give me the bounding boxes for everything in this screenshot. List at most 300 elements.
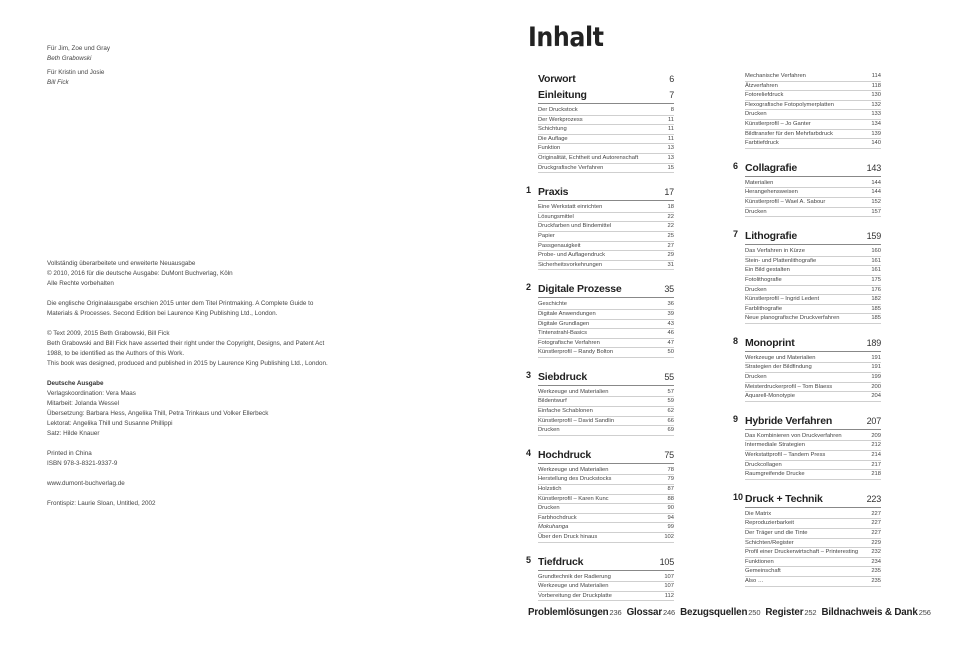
original-edition-line: Materials & Processes. Second Edition bei Laurence King Publishing Ltd., London. xyxy=(47,310,278,317)
toc-entry[interactable] xyxy=(538,573,674,583)
toc-entry-title: Bildtransfer für den Mehrfarbdruck xyxy=(745,130,833,137)
toc-entry-page: 140 xyxy=(871,140,881,147)
toc-entry-title: Drucken xyxy=(745,374,767,381)
toc-entry[interactable] xyxy=(538,388,674,398)
toc-entry-page: 229 xyxy=(871,539,881,546)
chapter-title: Lithografie xyxy=(745,230,798,243)
toc-entry-title: Drucken xyxy=(538,427,560,434)
toc-entry[interactable] xyxy=(745,567,881,577)
chapter-heading[interactable] xyxy=(745,229,881,243)
toc-entry-page: 191 xyxy=(871,364,881,371)
toc-section xyxy=(733,160,881,217)
toc-entry[interactable] xyxy=(745,257,881,267)
chapter-heading[interactable] xyxy=(745,336,881,350)
chapter-number: 1 xyxy=(526,185,532,196)
toc-entry[interactable] xyxy=(538,475,674,485)
chapter-rule xyxy=(745,429,881,430)
toc-entry-title: Sicherheitsvorkehrungen xyxy=(538,261,603,268)
toc-section xyxy=(733,413,881,480)
isbn-line: ISBN 978-3-8321-9337-9 xyxy=(47,460,118,467)
toc-entry[interactable] xyxy=(745,383,881,393)
toc-entry-title: Profil einer Druckerwirtschaft – Printeresting xyxy=(745,549,859,556)
printed-line: Printed in China xyxy=(47,450,92,457)
toc-entry[interactable] xyxy=(538,348,674,358)
credit-line: Mitarbeit: Jolanda Wessel xyxy=(47,400,119,407)
toc-entry-page: 11 xyxy=(667,116,674,123)
toc-entry-page: 87 xyxy=(667,486,674,493)
toc-entry[interactable] xyxy=(538,251,674,261)
toc-entry-title: Herstellung des Druckstocks xyxy=(538,476,612,483)
toc-entry-page: 11 xyxy=(667,126,674,133)
toc-entry-title: Flexografische Fotopolymerplatten xyxy=(745,101,834,108)
section-gap xyxy=(538,358,674,370)
toc-entry[interactable] xyxy=(538,495,674,505)
toc-entry[interactable] xyxy=(538,203,674,213)
toc-entry[interactable] xyxy=(745,247,881,257)
toc-section xyxy=(538,72,674,86)
toc-entry-page: 43 xyxy=(667,320,674,327)
toc-entry-title: Funktion xyxy=(538,145,561,152)
toc-entry[interactable] xyxy=(745,432,881,442)
assertion-line: 1988, to be identified as the Authors of this Work. xyxy=(47,350,185,357)
toc-entry-title: Druckfarben und Bindemittel xyxy=(538,223,612,230)
toc-entry[interactable] xyxy=(745,577,881,587)
dedication-signature: Beth Grabowski xyxy=(47,55,92,62)
chapter-page: 55 xyxy=(664,371,674,382)
toc-entry[interactable] xyxy=(538,582,674,592)
frontispiece-line: Frontispiz: Laurie Sloan, Untitled, 2002 xyxy=(47,500,156,507)
toc-entry-page: 102 xyxy=(664,534,674,540)
toc-entry[interactable] xyxy=(745,392,881,402)
chapter-rule xyxy=(538,103,674,104)
chapter-rule xyxy=(538,297,674,298)
toc-entry-title: Originalität, Echtheit und Autorenschaft xyxy=(538,154,639,161)
toc-section xyxy=(526,282,674,358)
section-gap xyxy=(745,324,881,336)
toc-entry[interactable] xyxy=(538,164,674,174)
toc-entry-title: Das Kombinieren von Druckverfahren xyxy=(745,432,842,439)
chapter-rule xyxy=(745,244,881,245)
toc-entry-page: 182 xyxy=(871,296,881,303)
toc-entry[interactable] xyxy=(745,470,881,480)
chapter-title: Tiefdruck xyxy=(538,555,584,568)
chapter-heading[interactable] xyxy=(538,88,674,102)
toc-entry-title: Intermediale Strategien xyxy=(745,442,805,449)
toc-entry-title: Tintenstrahl-Basics xyxy=(538,330,588,337)
section-gap xyxy=(745,217,881,229)
toc-entry-page: 130 xyxy=(871,92,881,99)
toc-entry-title: Geschichte xyxy=(538,301,567,308)
toc-entry-title: Künstlerprofil – Ingrid Ledent xyxy=(745,296,820,303)
toc-entry-title: Fotolithografie xyxy=(745,276,782,283)
toc-entry[interactable] xyxy=(745,548,881,558)
toc-entry[interactable] xyxy=(538,397,674,407)
chapter-number: 8 xyxy=(733,335,739,346)
toc-entry[interactable] xyxy=(745,295,881,305)
toc-entry[interactable] xyxy=(538,261,674,271)
toc-entry[interactable] xyxy=(538,135,674,145)
toc-entry-page: 161 xyxy=(871,267,881,274)
toc-entry[interactable] xyxy=(745,130,881,140)
toc-entry-title: Drucken xyxy=(745,208,767,215)
chapter-title: Hochdruck xyxy=(538,448,592,461)
toc-entry[interactable] xyxy=(745,82,881,92)
toc-entry[interactable] xyxy=(538,417,674,427)
toc-entry[interactable] xyxy=(745,539,881,549)
toc-entry-page: 232 xyxy=(871,549,881,556)
toc-entry-page: 25 xyxy=(667,232,674,239)
toc-entry-page: 209 xyxy=(871,432,881,439)
toc-entry[interactable] xyxy=(745,198,881,208)
back-matter-page: 246 xyxy=(663,608,676,617)
toc-entry-page: 22 xyxy=(667,223,674,230)
toc-section xyxy=(526,369,674,436)
chapter-number: 9 xyxy=(733,413,739,424)
toc-entry-title: Bildentwurf xyxy=(538,398,567,405)
toc-entry[interactable] xyxy=(745,305,881,315)
toc-entry-title: Fotografische Verfahren xyxy=(538,339,600,346)
toc-title: Inhalt xyxy=(528,22,604,53)
toc-entry-title: Werkzeuge und Materialien xyxy=(538,466,609,473)
toc-entry-title: Farbhochdruck xyxy=(538,514,577,521)
toc-entry-page: 161 xyxy=(871,257,881,264)
toc-entry-title: Vorbereitung der Druckplatte xyxy=(538,592,612,599)
section-gap xyxy=(745,149,881,161)
back-matter-page: 252 xyxy=(804,608,817,617)
toc-entry-title: Künstlerprofil – Karen Kunc xyxy=(538,495,609,502)
section-gap xyxy=(538,173,674,185)
back-matter-label[interactable]: Problemlösungen xyxy=(528,607,609,618)
back-matter-label[interactable]: Glossar xyxy=(626,607,663,618)
toc-entry-title: Der Werkprozess xyxy=(538,116,583,123)
chapter-title: Einleitung xyxy=(538,89,587,101)
chapter-page: 159 xyxy=(866,231,881,242)
toc-entry-page: 13 xyxy=(667,154,674,161)
toc-entry[interactable] xyxy=(538,144,674,154)
toc-entry-title: Mokuhanga xyxy=(538,524,569,531)
toc-entry[interactable] xyxy=(745,91,881,101)
toc-entry-page: 46 xyxy=(667,330,674,337)
chapter-rule xyxy=(745,507,881,508)
toc-entry[interactable] xyxy=(538,106,674,116)
toc-entry[interactable] xyxy=(745,354,881,364)
toc-entry[interactable] xyxy=(538,485,674,495)
toc-entry[interactable] xyxy=(538,514,674,524)
chapter-number: 2 xyxy=(526,282,532,293)
toc-entry[interactable] xyxy=(538,339,674,349)
toc-entry-page: 13 xyxy=(667,145,674,152)
chapter-page: 189 xyxy=(866,337,881,348)
toc-entry[interactable] xyxy=(745,441,881,451)
toc-entry-page: 118 xyxy=(871,82,881,89)
toc-entry-title: Künstlerprofil – Randy Bolton xyxy=(538,349,614,356)
toc-entry-title: Meisterdruckerprofil – Tom Blaess xyxy=(745,383,833,390)
toc-entry[interactable] xyxy=(745,529,881,539)
credit-line: Lektorat: Angelika Thill und Susanne Phillippi xyxy=(47,420,173,427)
toc-entry-page: 218 xyxy=(871,471,881,478)
toc-section xyxy=(733,229,881,324)
toc-entry-page: 107 xyxy=(664,583,674,590)
credit-line: Verlagskoordination: Vera Maas xyxy=(47,390,136,397)
chapter-page: 6 xyxy=(669,74,674,84)
toc-entry-page: 66 xyxy=(667,417,674,424)
chapter-number: 6 xyxy=(733,160,739,171)
toc-entry-title: Ein Bild gestalten xyxy=(745,267,790,274)
toc-entry-title: Digitale Grundlagen xyxy=(538,320,590,327)
toc-entry-page: 8 xyxy=(670,107,674,113)
toc-entry-title: Raumgreifende Drucke xyxy=(745,471,805,478)
chapter-number: 7 xyxy=(733,229,739,240)
toc-entry[interactable] xyxy=(538,592,674,602)
toc-entry-page: 90 xyxy=(667,505,674,512)
toc-entry-page: 234 xyxy=(871,558,881,565)
rights-line: Alle Rechte vorbehalten xyxy=(47,280,114,287)
toc-entry[interactable] xyxy=(745,266,881,276)
toc-entry-page: 112 xyxy=(664,592,674,599)
toc-entry[interactable] xyxy=(745,314,881,324)
toc-entry[interactable] xyxy=(538,222,674,232)
toc-entry-page: 134 xyxy=(871,120,881,127)
toc-entry-title: Probe- und Auflagendruck xyxy=(538,252,606,259)
toc-footer xyxy=(528,607,936,618)
copyright-line: © 2010, 2016 für die deutsche Ausgabe: DuMont Buchverlag, Köln xyxy=(47,270,233,277)
chapter-title: Vorwort xyxy=(538,73,576,85)
toc-entry[interactable] xyxy=(745,101,881,111)
assertion-line: Beth Grabowski and Bill Fick have asserted their right under the Copyright, Designs, and Patent Act xyxy=(47,340,325,347)
toc-entry-title: Künstlerprofil – Wael A. Sabour xyxy=(745,198,826,205)
toc-entry-page: 11 xyxy=(667,135,674,142)
german-edition-heading: Deutsche Ausgabe xyxy=(47,380,104,387)
section-gap xyxy=(745,480,881,492)
chapter-page: 105 xyxy=(659,556,674,567)
toc-entry-page: 94 xyxy=(667,514,674,521)
toc-entry-title: Herangehensweisen xyxy=(745,189,798,196)
toc-section xyxy=(733,491,881,587)
toc-entry[interactable] xyxy=(745,188,881,198)
toc-entry-page: 88 xyxy=(667,495,674,502)
chapter-heading[interactable] xyxy=(538,282,674,296)
toc-entry[interactable] xyxy=(538,242,674,252)
toc-entry-title: Einfache Schablonen xyxy=(538,408,593,415)
toc-entry[interactable] xyxy=(745,179,881,189)
toc-entry[interactable] xyxy=(538,116,674,126)
edition-note: Vollständig überarbeitete und erweiterte Neuausgabe xyxy=(47,260,196,267)
toc-entry-page: 227 xyxy=(871,530,881,536)
chapter-page: 17 xyxy=(664,187,674,198)
chapter-rule xyxy=(745,176,881,177)
toc-entry[interactable] xyxy=(538,213,674,223)
dedication: Für Kristin und Josie xyxy=(47,69,105,76)
chapter-heading[interactable] xyxy=(538,448,674,462)
toc-entry-title: Also … xyxy=(745,577,764,584)
toc-entry[interactable] xyxy=(538,125,674,135)
chapter-title: Siebdruck xyxy=(538,370,587,383)
toc-entry-page: 107 xyxy=(664,573,674,580)
toc-entry-title: Drucken xyxy=(745,286,767,293)
toc-entry-title: Neue planografische Druckverfahren xyxy=(745,315,840,322)
toc-entry-title: Die Auflage xyxy=(538,135,568,142)
back-matter-label[interactable]: Register xyxy=(765,607,804,618)
toc-entry-page: 57 xyxy=(667,388,674,395)
toc-section xyxy=(745,72,881,149)
toc-column-left xyxy=(526,72,674,601)
chapter-rule xyxy=(538,200,674,201)
toc-entry[interactable] xyxy=(538,407,674,417)
toc-entry[interactable] xyxy=(745,373,881,383)
toc-entry-title: Druckcollagen xyxy=(745,461,782,468)
toc-entry[interactable] xyxy=(538,533,674,543)
dedication-signature: Bill Fick xyxy=(47,79,69,86)
chapter-page: 7 xyxy=(669,90,674,100)
toc-entry-title: Über den Druck hinaus xyxy=(538,534,598,540)
chapter-page: 75 xyxy=(664,449,674,460)
section-gap xyxy=(745,402,881,414)
chapter-heading[interactable] xyxy=(538,185,674,199)
toc-entry[interactable] xyxy=(745,208,881,218)
toc-entry-page: 152 xyxy=(871,198,881,205)
back-matter-page: 236 xyxy=(609,608,622,617)
chapter-page: 207 xyxy=(866,415,881,426)
toc-entry[interactable] xyxy=(538,232,674,242)
toc-entry[interactable] xyxy=(538,154,674,164)
text-copyright: © Text 2009, 2015 Beth Grabowski, Bill Fick xyxy=(47,330,170,337)
toc-entry-page: 22 xyxy=(667,213,674,220)
chapter-page: 143 xyxy=(866,162,881,173)
toc-entry-page: 99 xyxy=(667,524,674,531)
toc-entry-page: 59 xyxy=(667,398,674,405)
toc-entry[interactable] xyxy=(745,363,881,373)
toc-entry[interactable] xyxy=(745,558,881,568)
toc-entry[interactable] xyxy=(745,120,881,130)
toc-section xyxy=(733,335,881,402)
toc-entry-page: 235 xyxy=(871,568,881,575)
toc-entry[interactable] xyxy=(745,510,881,520)
back-matter-page: 256 xyxy=(918,608,931,617)
toc-entry-page: 160 xyxy=(871,248,881,255)
toc-entry[interactable] xyxy=(745,72,881,82)
chapter-heading[interactable] xyxy=(538,72,674,86)
toc-entry-page: 191 xyxy=(871,354,881,361)
toc-entry-page: 15 xyxy=(667,164,674,171)
toc-entry[interactable] xyxy=(538,329,674,339)
toc-entry-title: Stein- und Plattenlithografie xyxy=(745,257,817,264)
toc-entry-title: Grundtechnik der Radierung xyxy=(538,573,611,580)
toc-entry-title: Schichtung xyxy=(538,126,567,133)
toc-entry-page: 47 xyxy=(667,339,674,346)
toc-entry[interactable] xyxy=(745,461,881,471)
chapter-heading[interactable] xyxy=(745,492,881,506)
toc-entry[interactable] xyxy=(538,466,674,476)
toc-entry-title: Passgenauigkeit xyxy=(538,242,581,249)
toc-entry-title: Werkzeuge und Materialien xyxy=(538,583,609,590)
toc-entry-page: 175 xyxy=(871,276,881,283)
toc-entry[interactable] xyxy=(538,523,674,533)
toc-entry-title: Werkzeuge und Materialien xyxy=(538,388,609,395)
toc-entry-page: 199 xyxy=(871,374,881,381)
imprint-page xyxy=(47,44,347,509)
chapter-heading[interactable] xyxy=(745,161,881,175)
toc-entry[interactable] xyxy=(745,110,881,120)
toc-section xyxy=(526,447,674,543)
toc-entry-title: Druckgrafische Verfahren xyxy=(538,164,604,171)
design-line: This book was designed, produced and published in 2015 by Laurence King Publishing Ltd., London. xyxy=(47,360,328,367)
toc-entry-page: 114 xyxy=(871,73,881,79)
toc-entry[interactable] xyxy=(745,139,881,149)
toc-entry-title: Lösungsmittel xyxy=(538,213,574,220)
back-matter-label[interactable]: Bezugsquellen xyxy=(680,607,748,618)
chapter-rule xyxy=(745,351,881,352)
chapter-title: Druck + Technik xyxy=(745,492,823,505)
toc-entry-page: 204 xyxy=(871,393,881,400)
chapter-page: 223 xyxy=(866,493,881,504)
toc-entry[interactable] xyxy=(745,451,881,461)
toc-entry-page: 139 xyxy=(871,130,881,137)
toc-entry-page: 69 xyxy=(667,427,674,434)
back-matter-label[interactable]: Bildnachweis & Dank xyxy=(821,607,918,618)
toc-entry-title: Werkzeuge und Materialien xyxy=(745,354,816,361)
chapter-rule xyxy=(538,570,674,571)
chapter-number: 10 xyxy=(733,491,744,502)
toc-entry[interactable] xyxy=(538,320,674,330)
chapter-title: Praxis xyxy=(538,186,569,199)
toc-entry[interactable] xyxy=(745,276,881,286)
toc-entry-page: 18 xyxy=(667,204,674,211)
toc-entry-page: 144 xyxy=(871,189,881,196)
toc-entry-title: Ätzverfahren xyxy=(745,82,778,89)
toc-entry-title: Farblithografie xyxy=(745,305,783,312)
toc-entry-page: 185 xyxy=(871,315,881,322)
toc-section xyxy=(526,554,674,602)
chapter-title: Hybride Verfahren xyxy=(745,414,833,427)
toc-entry[interactable] xyxy=(538,426,674,436)
toc-entry[interactable] xyxy=(745,519,881,529)
chapter-title: Monoprint xyxy=(745,336,795,349)
toc-entry-title: Strategien der Bildfindung xyxy=(745,364,812,371)
toc-entry-title: Der Träger und die Tinte xyxy=(745,530,808,536)
toc-entry-page: 62 xyxy=(667,408,674,415)
toc-entry-title: Reproduzierbarkeit xyxy=(745,520,794,527)
toc-entry-title: Drucken xyxy=(538,505,560,512)
toc-entry[interactable] xyxy=(538,300,674,310)
toc-section xyxy=(526,185,674,270)
section-gap xyxy=(538,270,674,282)
chapter-rule xyxy=(538,385,674,386)
toc-entry[interactable] xyxy=(538,310,674,320)
chapter-title: Digitale Prozesse xyxy=(538,283,622,296)
toc-entry-page: 27 xyxy=(667,242,674,249)
toc-entry-page: 235 xyxy=(871,577,881,584)
toc-entry-title: Digitale Anwendungen xyxy=(538,310,596,317)
toc-entry-page: 157 xyxy=(871,208,881,215)
toc-entry-title: Der Druckstock xyxy=(538,107,578,113)
toc-entry-title: Werkstattprofil – Tandem Press xyxy=(745,452,826,459)
toc-entry-title: Farbtiefdruck xyxy=(745,140,779,147)
chapter-heading[interactable] xyxy=(538,555,674,569)
toc-entry[interactable] xyxy=(538,504,674,514)
toc-entry[interactable] xyxy=(745,286,881,296)
section-gap xyxy=(538,543,674,555)
chapter-heading[interactable] xyxy=(745,414,881,428)
toc-entry-page: 133 xyxy=(871,111,881,118)
toc-section xyxy=(538,88,674,173)
chapter-heading[interactable] xyxy=(538,370,674,384)
toc-entry-page: 39 xyxy=(667,310,674,317)
toc-entry-page: 200 xyxy=(871,383,881,390)
toc-entry-title: Künstlerprofil – Jo Ganter xyxy=(745,120,811,127)
chapter-title: Collagrafie xyxy=(745,161,798,174)
toc-entry-page: 212 xyxy=(871,442,881,449)
toc-entry-page: 227 xyxy=(871,510,881,517)
